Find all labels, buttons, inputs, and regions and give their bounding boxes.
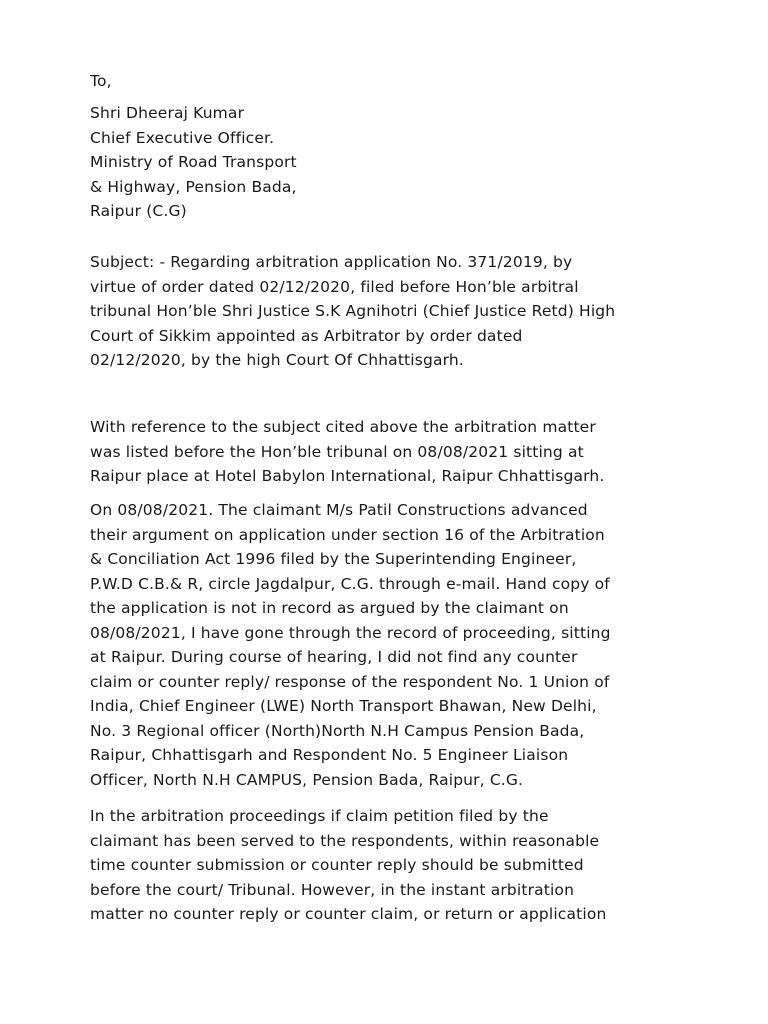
body-paragraph-2 (90, 498, 611, 792)
address-line: & Highway, Pension Bada, (90, 177, 297, 196)
address-line: Shri Dheeraj Kumar (90, 104, 245, 122)
paragraph-line: their argument on application under section 16 of the Arbitration (90, 525, 605, 544)
paragraph-line: claim or counter reply/ response of the respondent No. 1 Union of (90, 672, 610, 691)
recipient-address (90, 101, 297, 224)
paragraph-line: Officer, North N.H CAMPUS, Pension Bada, Raipur, C.G. (90, 770, 524, 789)
paragraph-line: In the arbitration proceedings if claim petition filed by the (90, 807, 549, 825)
paragraph-line: time counter submission or counter reply should be submitted (90, 856, 584, 874)
paragraph-line: No. 3 Regional officer (North)North N.H Campus Pension Bada, (90, 721, 585, 740)
subject-line: Subject: - Regarding arbitration application No. 371/2019, by (90, 253, 573, 271)
paragraph-line: On 08/08/2021. The claimant M/s Patil Constructions advanced (90, 501, 588, 519)
paragraph-line: Raipur, Chhattisgarh and Respondent No. 5 Engineer Liaison (90, 746, 569, 764)
paragraph-line: 08/08/2021, I have gone through the record of proceeding, sitting (90, 623, 611, 642)
address-line: Raipur (C.G) (90, 202, 187, 220)
paragraph-line: the application is not in record as argued by the claimant on (90, 599, 569, 617)
paragraph-line: P.W.D C.B.& R, circle Jagdalpur, C.G. through e-mail. Hand copy of (90, 574, 610, 593)
subject-line: 02/12/2020, by the high Court Of Chhattisgarh. (90, 351, 464, 369)
paragraph-line: & Conciliation Act 1996 filed by the Superintending Engineer, (90, 550, 577, 568)
paragraph-line: matter no counter reply or counter claim, or return or application (90, 905, 607, 923)
paragraph-line: India, Chief Engineer (LWE) North Transport Bhawan, New Delhi, (90, 697, 597, 715)
paragraph-line: before the court/ Tribunal. However, in the instant arbitration (90, 880, 575, 899)
paragraph-line: Raipur place at Hotel Babylon International, Raipur Chhattisgarh. (90, 467, 605, 485)
paragraph-line: at Raipur. During course of hearing, I did not find any counter (90, 648, 578, 666)
body-paragraph-1 (90, 415, 604, 489)
subject-line: tribunal Hon’ble Shri Justice S.K Agnihotri (Chief Justice Retd) High (90, 302, 616, 320)
paragraph-line: was listed before the Hon’ble tribunal on 08/08/2021 sitting at (90, 442, 584, 461)
subject-line: virtue of order dated 02/12/2020, filed before Hon’ble arbitral (90, 277, 579, 296)
paragraph-line: With reference to the subject cited above the arbitration matter (90, 418, 596, 436)
subject-paragraph (90, 250, 615, 373)
body-paragraph-3 (90, 804, 606, 927)
paragraph-line: claimant has been served to the respondents, within reasonable (90, 831, 600, 850)
address-line: Chief Executive Officer. (90, 128, 275, 147)
salutation: To, (90, 72, 112, 90)
subject-line: Court of Sikkim appointed as Arbitrator by order dated (90, 326, 523, 345)
address-line: Ministry of Road Transport (90, 153, 297, 171)
